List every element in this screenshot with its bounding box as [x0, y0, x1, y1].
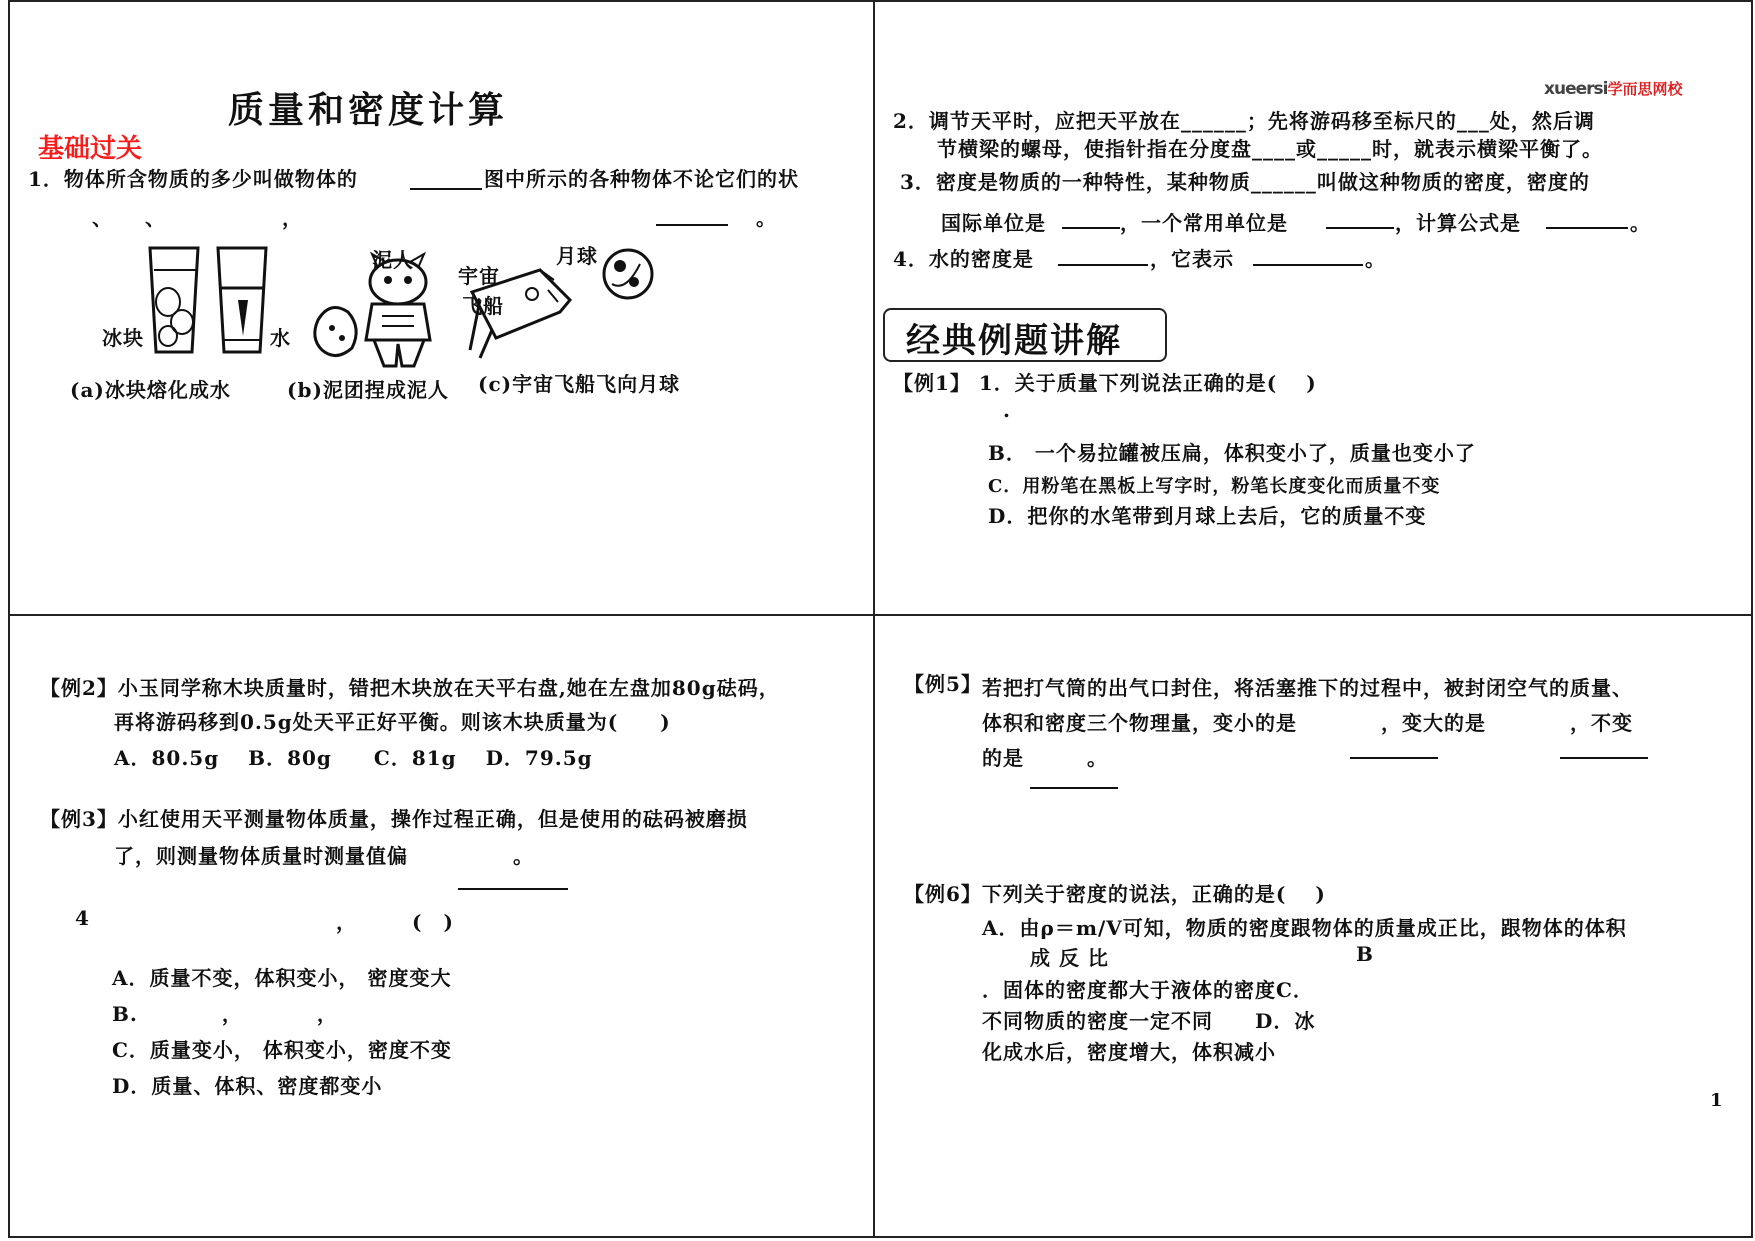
example-6-option-d: 化成水后，密度增大，体积减小	[982, 1040, 1276, 1064]
example-3-line-2: 了，则测量物体质量时测量值偏 。	[114, 844, 534, 868]
question-3-line-2-b: ，一个常用单位是	[1120, 211, 1288, 235]
example-1: 【例1】 1．关于质量下列说法正确的是( )	[893, 371, 1317, 395]
example-6-option-a-line-2: 成 反 比	[1030, 946, 1109, 970]
page-title: 质量和密度计算	[228, 89, 509, 131]
example-6-option-c: 不同物质的密度一定不同 D．冰	[982, 1009, 1316, 1033]
answer-blank	[1253, 264, 1363, 266]
example-4-option-b: B. ， ，	[112, 1002, 338, 1026]
answer-blank	[1062, 227, 1120, 229]
question-1-separators: 、 、 ，	[92, 206, 303, 230]
answer-blank	[656, 224, 728, 226]
example-6-option-b-letter: B	[1356, 942, 1374, 966]
question-4-b: ，它表示	[1150, 247, 1234, 271]
example-2-line-1: 【例2】小玉同学称木块质量时，错把木块放在天平右盘,她在左盘加80g砝码，	[40, 676, 780, 700]
clay-lump-icon	[315, 308, 356, 356]
answer-blank	[1350, 757, 1438, 759]
question-1-part-b: 图中所示的各种物体不论它们的状	[484, 167, 799, 191]
glass-water-icon	[218, 248, 266, 352]
example-4-option-a: A．质量不变，体积变小， 密度变大	[112, 966, 452, 990]
moon-icon	[604, 250, 652, 298]
example-5-line-3: 的是 。	[982, 746, 1108, 770]
answer-blank	[1030, 787, 1118, 789]
answer-blank	[1058, 264, 1148, 266]
example-2-line-2: 再将游码移到0.5g处天平正好平衡。则该木块质量为( )	[114, 710, 671, 734]
label-spaceship-2: 飞船	[462, 294, 504, 318]
brand-logo	[1544, 78, 1682, 99]
answer-blank	[1326, 227, 1394, 229]
example-1-option-a-dot: .	[1003, 398, 1011, 422]
question-4-c: 。	[1365, 247, 1386, 271]
question-3-line-1: 3．密度是物质的一种特性，某种物质______叫做这种物质的密度，密度的	[900, 170, 1590, 194]
example-2-options: A．80.5g B．80g C．81g D．79.5g	[114, 746, 593, 770]
label-clay-figure: 泥人	[372, 248, 414, 272]
brand-logo-chinese: 学而思网校	[1607, 80, 1683, 98]
horizontal-divider	[8, 614, 1753, 616]
example-4-option-d: D．质量、体积、密度都变小	[112, 1074, 383, 1098]
question-1-end: 。	[756, 206, 777, 230]
question-2-line-1: 2．调节天平时，应把天平放在______；先将游码移至标尺的___处，然后调	[893, 109, 1595, 133]
question-3-line-2-a: 国际单位是	[941, 211, 1046, 235]
example-6-option-a-line-1: A．由ρ＝m/V可知，物质的密度跟物体的质量成正比，跟物体的体积	[982, 916, 1627, 940]
label-water: 水	[270, 326, 291, 350]
section-header: 经典例题讲解	[906, 321, 1122, 361]
question-1-part-a: 1．物体所含物质的多少叫做物体的	[28, 167, 358, 191]
example-4-number: 4	[75, 906, 90, 930]
answer-blank	[410, 188, 482, 190]
page-number: 1	[1710, 1090, 1723, 1111]
example-4-comma: ，	[336, 910, 357, 934]
example-5-line-2: 体积和密度三个物理量，变小的是 ，变大的是 ，不变	[982, 711, 1633, 735]
example-5-line-1: 若把打气筒的出气口封住，将活塞推下的过程中，被封闭空气的质量、	[982, 676, 1633, 700]
caption-a: (a)冰块熔化成水	[70, 378, 231, 402]
answer-blank	[1560, 757, 1648, 759]
example-1-option-b: B． 一个易拉罐被压扁，体积变小了，质量也变小了	[988, 441, 1476, 465]
answer-blank	[1546, 227, 1628, 229]
brand-logo-latin: xueersi	[1544, 79, 1608, 99]
label-spaceship-1: 宇宙	[458, 264, 500, 288]
example-1-option-c: C．用粉笔在黑板上写字时，粉笔长度变化而质量不变	[988, 476, 1441, 497]
caption-b: (b)泥团捏成泥人	[287, 378, 449, 402]
vertical-divider	[873, 0, 875, 1238]
glass-ice-icon	[150, 248, 198, 352]
question-3-line-2-c: ，计算公式是	[1395, 211, 1521, 235]
question-4-a: 4．水的密度是	[893, 247, 1034, 271]
answer-blank	[458, 888, 568, 890]
label-ice: 冰块	[102, 326, 144, 350]
section-title: 基础过关	[38, 134, 143, 164]
example-5-tag: 【例5】	[904, 672, 982, 696]
example-6: 【例6】下列关于密度的说法，正确的是( )	[904, 882, 1326, 906]
example-1-option-d: D．把你的水笔带到月球上去后，它的质量不变	[988, 504, 1427, 528]
question-3-line-2-d: 。	[1630, 211, 1651, 235]
label-moon: 月球	[556, 244, 598, 268]
example-4-option-c: C．质量变小， 体积变小，密度不变	[112, 1038, 452, 1062]
question-2-line-2: 节横梁的螺母，使指针指在分度盘____或_____时，就表示横梁平衡了。	[937, 137, 1603, 161]
example-6-option-b: ．固体的密度都大于液体的密度C．	[982, 978, 1314, 1002]
example-3-line-1: 【例3】小红使用天平测量物体质量，操作过程正确，但是使用的砝码被磨损	[40, 807, 748, 831]
example-4-paren: ( )	[412, 910, 454, 934]
caption-c: (c)宇宙飞船飞向月球	[478, 372, 681, 396]
